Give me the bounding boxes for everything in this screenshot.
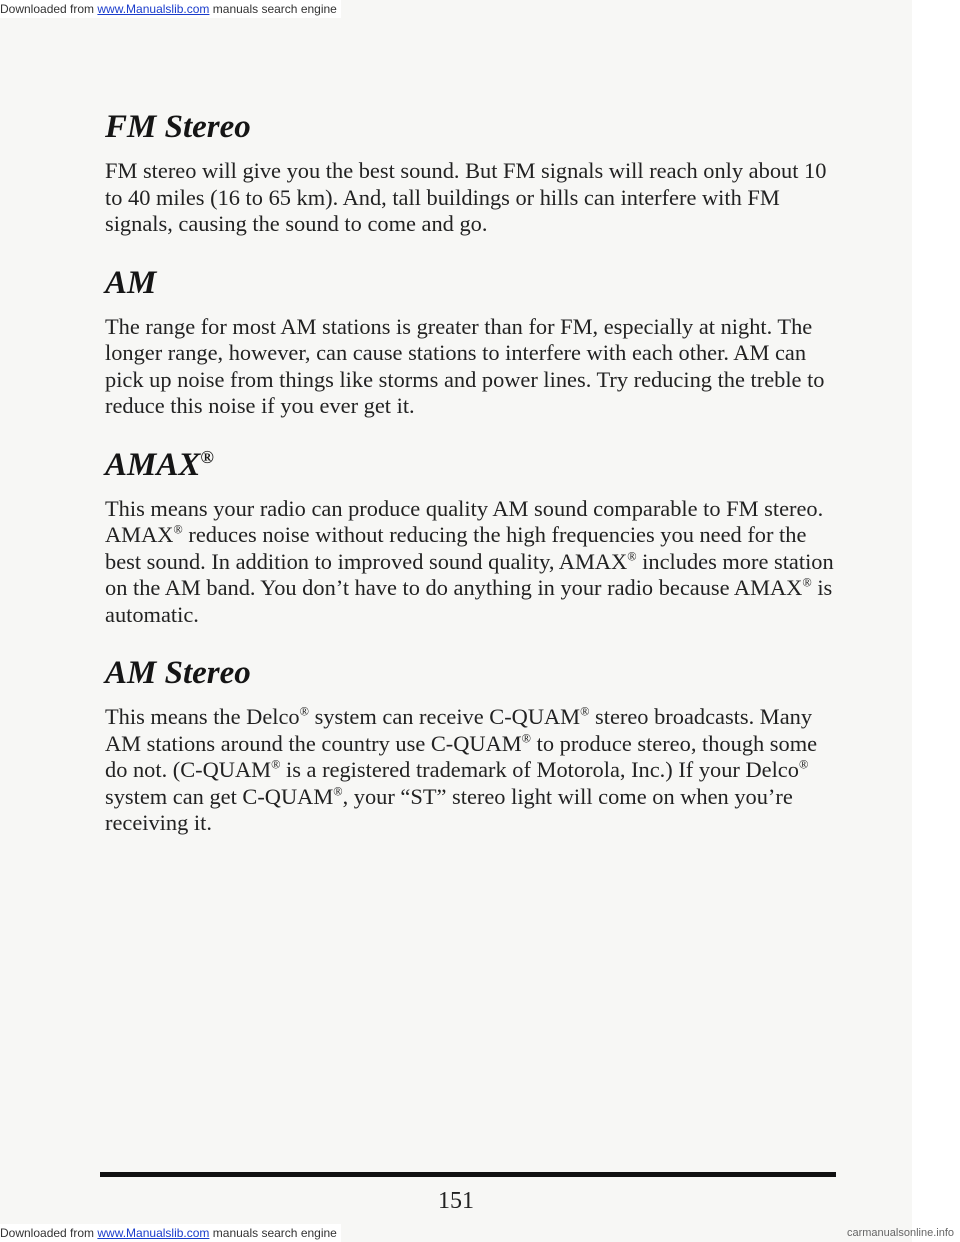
manualslib-link[interactable]: www.Manualslib.com bbox=[97, 1226, 210, 1240]
footer-rule bbox=[100, 1172, 836, 1177]
section-amax bbox=[105, 446, 840, 629]
registered-mark: ® bbox=[627, 549, 637, 564]
registered-mark: ® bbox=[580, 704, 590, 719]
registered-mark: ® bbox=[173, 522, 183, 537]
registered-mark: ® bbox=[798, 757, 809, 772]
download-watermark-top: Downloaded from www.Manualslib.com manuals search engine bbox=[0, 0, 341, 18]
paragraph-am: The range for most AM stations is greater than for FM, especially at night. The longer range, however, can cause stations to interfere with each other. AM can pick up noise from things like storms and power lines. Try reducing the treble to reduce this noise if you ever get it. bbox=[105, 313, 825, 418]
registered-mark: ® bbox=[333, 784, 343, 799]
page-margin-strip bbox=[912, 0, 960, 1242]
page-number: 151 bbox=[438, 1188, 474, 1214]
download-watermark-bottom: Downloaded from www.Manualslib.com manuals search engine bbox=[0, 1224, 341, 1242]
section-am bbox=[105, 264, 840, 420]
registered-mark: ® bbox=[271, 757, 281, 772]
paragraph-fm-stereo: FM stereo will give you the best sound. But FM signals will reach only about 10 to 40 miles (16 to 65 km). And, tall buildings or hills can interfere with FM signals, causing the sound to come and go. bbox=[105, 158, 827, 236]
heading-fm-stereo: FM Stereo bbox=[105, 109, 251, 145]
paragraph-amax: This means your radio can produce quality AM sound comparable to FM stereo. AMAX® reduces noise without reducing the high frequencies you need for the best sound. In addition to improved sound quality, AMAX® includes more station on the AM band. You don’t have to do anything in your radio because AMAX® is automatic. bbox=[105, 495, 834, 627]
section-fm-stereo bbox=[105, 108, 840, 238]
page-content bbox=[105, 108, 840, 863]
registered-mark: ® bbox=[200, 446, 214, 467]
paragraph-am-stereo: This means the Delco® system can receive C-QUAM® stereo broadcasts. Many AM stations around the country use C-QUAM® to produce stereo, though some do not. (C-QUAM® is a registered trademark of Motorola, Inc.) If your Delco® system can get C-QUAM®, your “ST” stereo light will come on when you’re receiving it. bbox=[105, 704, 818, 835]
registered-mark: ® bbox=[802, 575, 812, 590]
registered-mark: ® bbox=[521, 731, 532, 746]
section-am-stereo bbox=[105, 654, 840, 837]
heading-amax: AMAX® bbox=[105, 446, 214, 483]
manualslib-link[interactable]: www.Manualslib.com bbox=[97, 2, 210, 16]
registered-mark: ® bbox=[299, 704, 309, 719]
site-watermark: carmanualsonline.info bbox=[846, 1227, 954, 1239]
heading-am: AM bbox=[105, 264, 157, 301]
heading-am-stereo: AM Stereo bbox=[105, 655, 251, 691]
